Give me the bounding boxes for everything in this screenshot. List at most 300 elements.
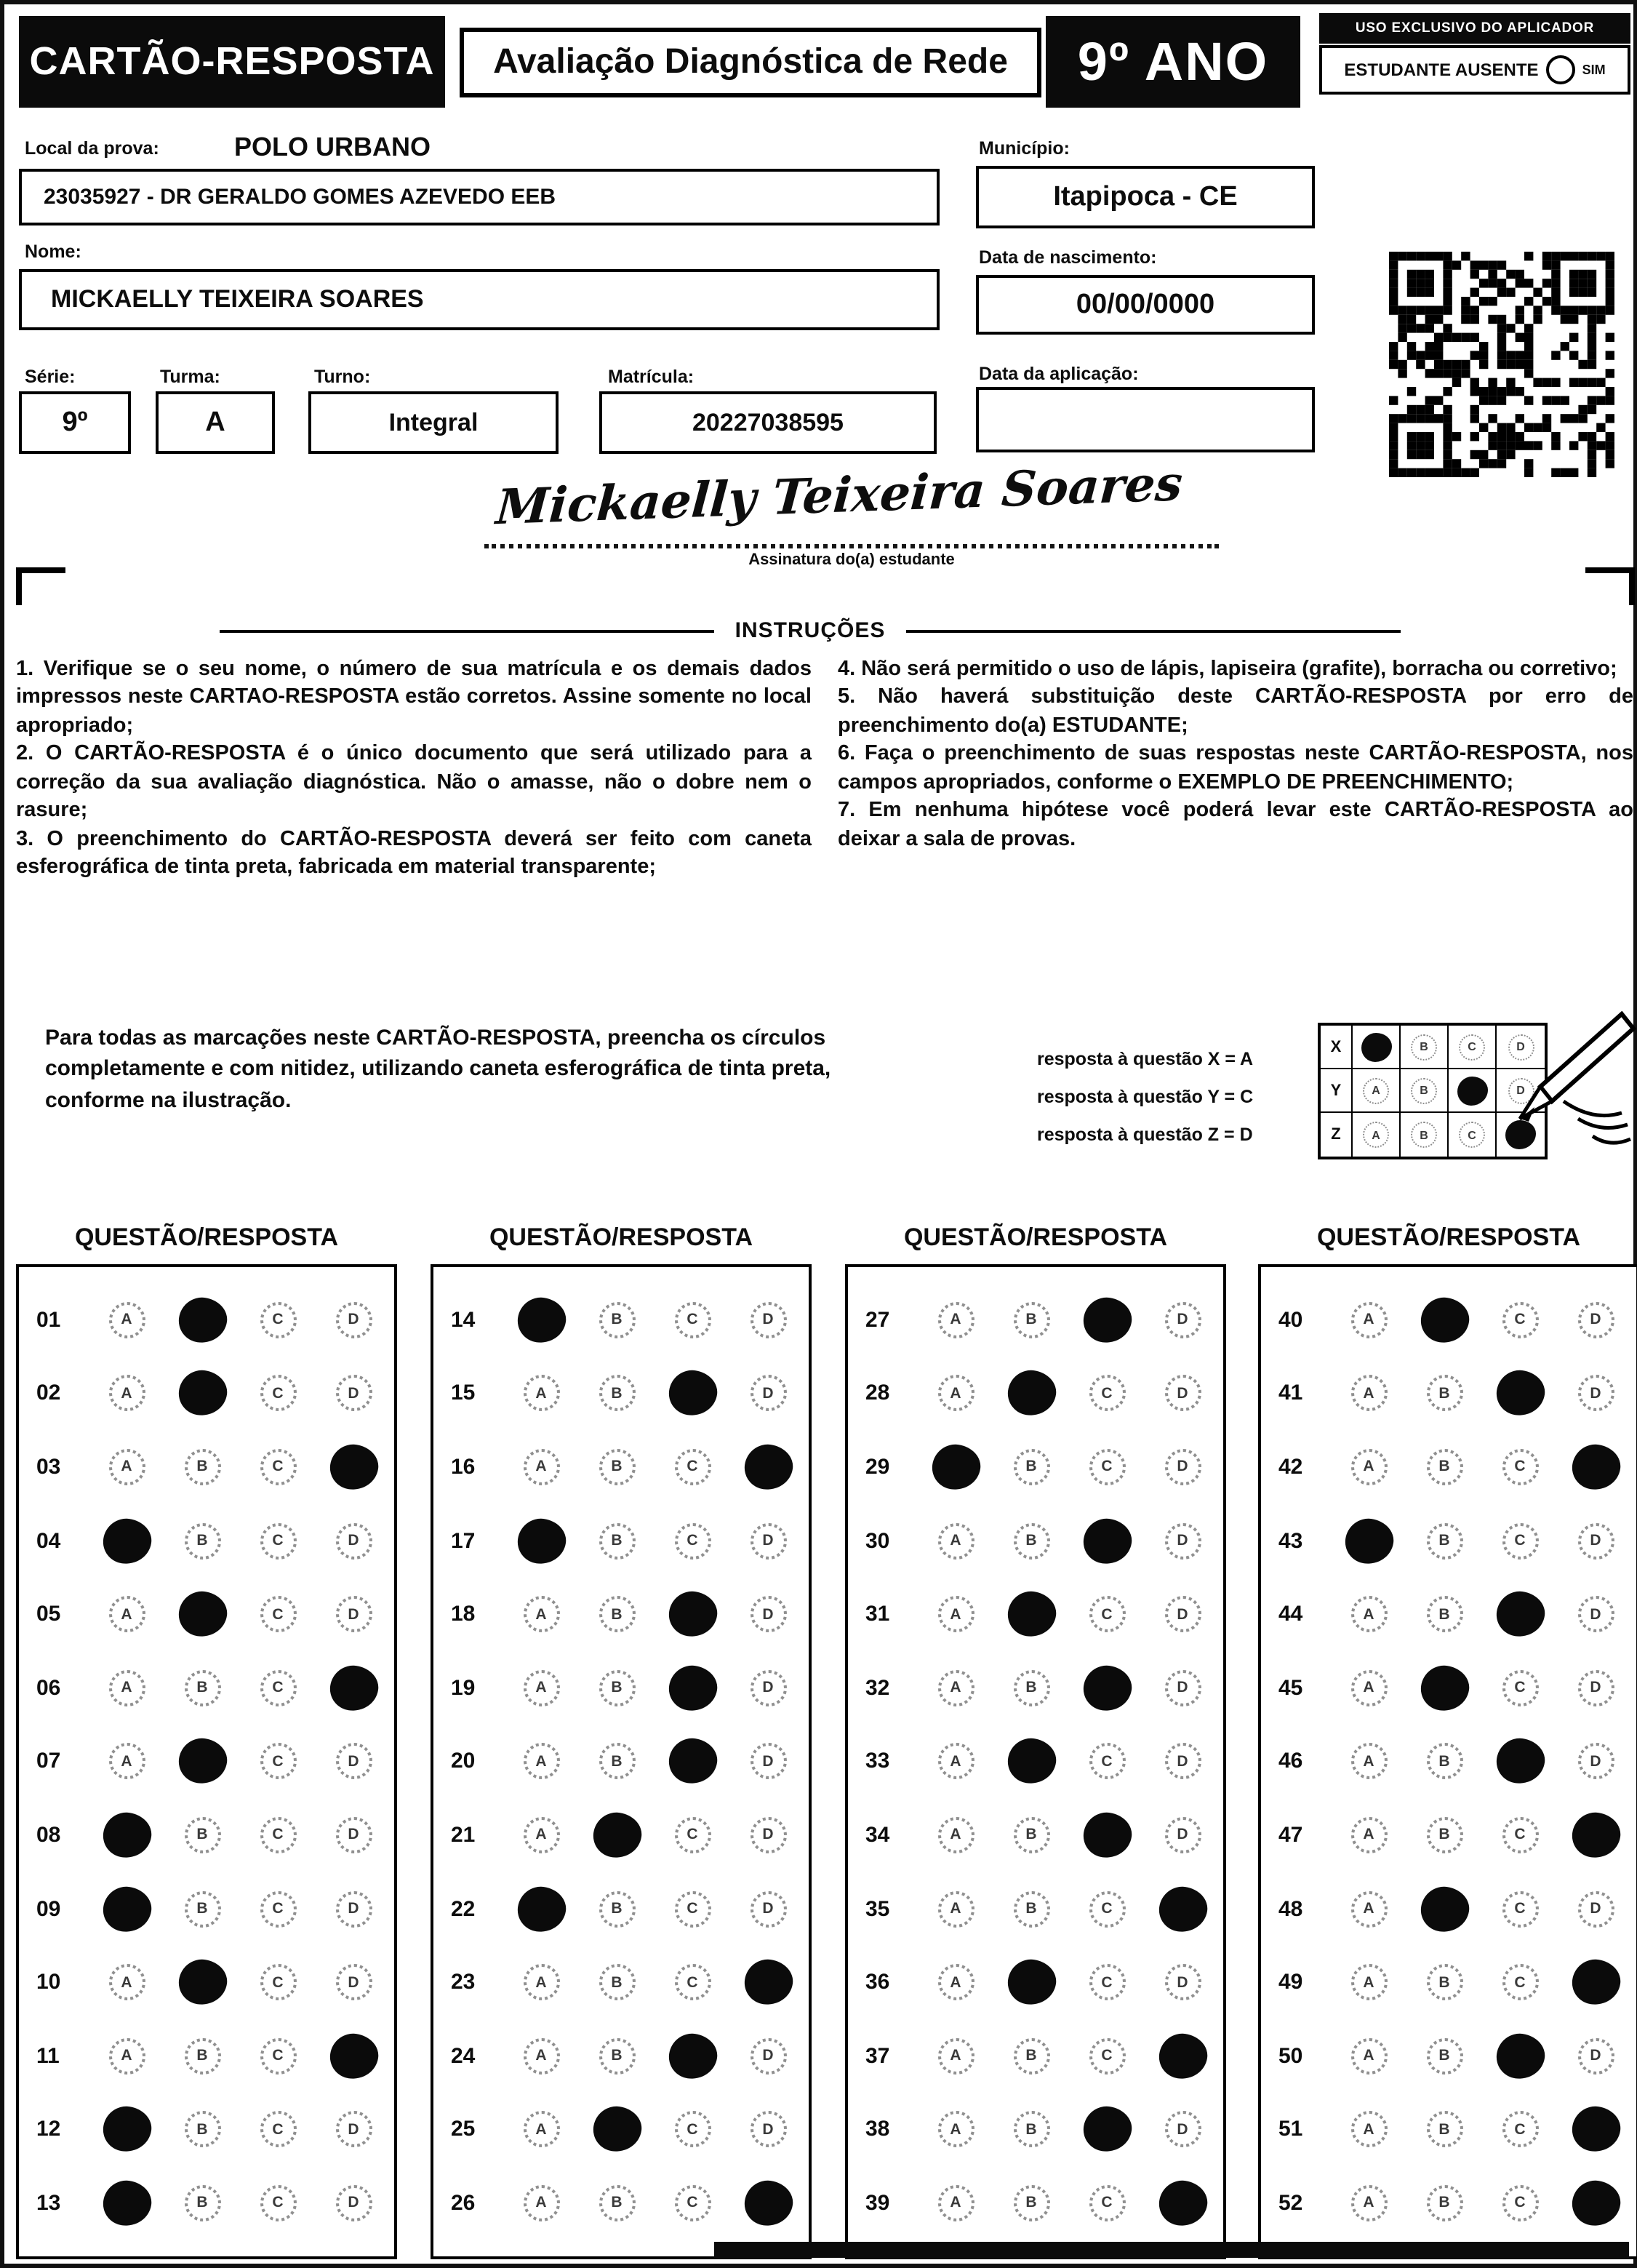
question-row [848,1872,1223,1946]
answer-bubble[interactable]: D [1577,2037,1614,2074]
example-cell [1401,1113,1449,1157]
answer-bubble-filled[interactable] [327,1442,380,1493]
question-number: 39 [865,2190,890,2216]
answer-cell [1558,2037,1633,2074]
answer-bubble[interactable]: A [937,1817,974,1853]
answer-cell [579,1375,655,1412]
answers-column-header: QUESTÃO/RESPOSTA [903,1223,1168,1251]
serie-label: Série: [25,367,76,387]
answer-bubble[interactable]: A [937,1596,974,1632]
answer-bubble[interactable]: D [335,1890,372,1927]
answer-bubble[interactable]: D [1577,1670,1614,1706]
answer-bubble[interactable]: A [108,2037,145,2074]
answer-bubble[interactable]: D [750,1890,786,1927]
answer-bubble[interactable]: A [523,1964,559,2000]
answer-cell [1069,1449,1145,1485]
answer-bubble[interactable]: B [1013,1449,1049,1485]
answer-bubble[interactable]: D [1577,1302,1614,1338]
answer-bubble-filled[interactable] [929,1442,982,1493]
answer-bubble[interactable]: D [335,1375,372,1412]
answer-bubble-filled[interactable] [100,1515,153,1567]
answer-bubble[interactable]: C [1089,1449,1125,1485]
question-row [848,2166,1223,2240]
answer-bubble[interactable]: C [260,1817,296,1853]
question-number: 20 [451,1749,476,1774]
answer-bubble[interactable]: C [1089,2037,1125,2074]
answer-bubble[interactable]: D [1164,2112,1201,2148]
answer-bubble[interactable]: A [937,1670,974,1706]
answer-cell [89,1813,164,1858]
question-number: 41 [1278,1381,1303,1406]
answer-bubble[interactable]: B [1426,2185,1462,2221]
answer-bubble[interactable]: B [599,1522,635,1559]
answer-bubble-filled[interactable] [741,2178,795,2229]
answer-bubble[interactable]: A [108,1596,145,1632]
answer-bubble[interactable]: B [1426,1449,1462,1485]
answer-bubble[interactable]: C [1502,1670,1538,1706]
answer-bubble-filled[interactable] [665,2030,719,2082]
answer-bubble[interactable]: D [335,1817,372,1853]
answer-bubble[interactable]: A [108,1964,145,2000]
answer-bubble[interactable]: B [599,1375,635,1412]
answer-bubble-filled[interactable] [1493,2030,1547,2082]
answer-bubble[interactable]: D [1164,1302,1201,1338]
question-number: 52 [1278,2190,1303,2216]
answer-bubble[interactable]: C [1502,1890,1538,1927]
answer-bubble[interactable]: A [523,2112,559,2148]
absent-bubble-icon[interactable] [1546,55,1575,84]
answer-bubble[interactable]: C [260,1302,296,1338]
answer-bubble-filled[interactable] [1493,1736,1547,1787]
answer-bubble[interactable]: C [260,1964,296,2000]
answer-bubble-filled[interactable] [665,1736,719,1787]
answer-bubble[interactable]: A [937,2185,974,2221]
answer-cell [164,1960,240,2005]
answer-bubble[interactable]: A [1350,1890,1387,1927]
answer-bubble-filled[interactable] [1156,2030,1209,2082]
answer-cell [164,2185,240,2221]
answer-cell [503,1670,579,1706]
answer-bubble-filled[interactable] [514,1515,568,1567]
answer-cell [1069,1596,1145,1632]
answer-bubble[interactable]: D [335,1964,372,2000]
answer-bubble[interactable]: B [1426,1964,1462,2000]
answer-bubble-filled[interactable] [514,1294,568,1346]
answer-bubble-filled[interactable] [1080,1294,1134,1346]
answer-bubble[interactable]: C [1089,1596,1125,1632]
aplicacao-field[interactable] [976,387,1315,452]
answer-bubble[interactable]: C [1502,1964,1538,2000]
answer-bubble[interactable]: A [523,1670,559,1706]
answer-bubble-filled[interactable] [100,1883,153,1935]
question-number: 09 [36,1896,61,1922]
example-legend-line: resposta à questão Y = C [1037,1087,1254,1107]
answer-bubble[interactable]: C [674,1302,711,1338]
answer-bubble[interactable]: A [1350,2037,1387,2074]
answer-bubble[interactable]: A [937,1890,974,1927]
question-number: 17 [451,1528,476,1554]
answer-bubble[interactable]: B [1013,2112,1049,2148]
answer-bubble[interactable]: B [599,1964,635,2000]
answer-bubble[interactable]: D [1164,1964,1201,2000]
answer-bubble[interactable]: A [937,1522,974,1559]
answer-bubble-filled[interactable] [1080,1810,1134,1861]
answer-cell [89,1744,164,1780]
answer-bubble[interactable]: D [1164,1670,1201,1706]
answer-bubble[interactable]: B [184,2112,220,2148]
example-bubble: D [1508,1077,1534,1103]
question-row [1261,1725,1636,1798]
answer-bubble[interactable]: D [335,1302,372,1338]
answer-cell [993,1522,1069,1559]
answer-bubble[interactable]: C [674,1522,711,1559]
answer-cell [1145,1670,1220,1706]
answer-bubble-filled[interactable] [1417,1662,1471,1714]
answer-bubble[interactable]: D [750,1375,786,1412]
question-number: 13 [36,2190,61,2216]
answer-bubble[interactable]: C [260,1449,296,1485]
answer-bubble[interactable]: A [937,1375,974,1412]
answer-bubble-filled[interactable] [1569,1810,1622,1861]
question-row [848,1725,1223,1798]
example-bubble: B [1411,1034,1437,1060]
answer-bubble[interactable]: C [674,1890,711,1927]
answer-bubble[interactable]: A [523,1449,559,1485]
answer-bubble[interactable]: C [674,2112,711,2148]
answer-bubble[interactable]: C [1089,2185,1125,2221]
answer-bubble[interactable]: D [335,1596,372,1632]
answer-bubble[interactable]: B [1426,2037,1462,2074]
question-number: 43 [1278,1528,1303,1554]
answer-cell [1482,1739,1558,1784]
answer-bubble-filled[interactable] [175,1736,229,1787]
answer-bubble[interactable]: B [599,1890,635,1927]
question-row [19,1651,394,1725]
answer-bubble[interactable]: B [599,2037,635,2074]
answer-cell [1331,2112,1406,2148]
answer-cell [1558,1302,1633,1338]
answer-cell [918,1302,993,1338]
answer-bubble[interactable]: D [1164,1375,1201,1412]
answer-bubble[interactable]: A [108,1302,145,1338]
answer-bubble[interactable]: B [184,1890,220,1927]
answer-bubble[interactable]: A [1350,1375,1387,1412]
answer-bubble-filled[interactable] [1004,1736,1058,1787]
answer-bubble[interactable]: A [1350,2185,1387,2221]
answer-bubble[interactable]: B [599,1449,635,1485]
question-row [848,1651,1223,1725]
answer-bubble-filled[interactable] [1156,1883,1209,1935]
answer-cell [503,1518,579,1563]
answer-bubble[interactable]: C [260,1522,296,1559]
answer-bubble[interactable]: C [260,1670,296,1706]
answer-bubble[interactable]: B [184,1449,220,1485]
answer-bubble-filled[interactable] [1569,1442,1622,1493]
answer-cell [730,1670,806,1706]
answer-cell [918,2037,993,2074]
answer-bubble[interactable]: A [1350,2112,1387,2148]
question-number: 42 [1278,1454,1303,1480]
answer-bubble-filled[interactable] [1569,1957,1622,2008]
answer-bubble[interactable]: A [1350,1449,1387,1485]
answer-bubble[interactable]: A [937,2037,974,2074]
answer-bubble-filled[interactable] [1417,1883,1471,1935]
answer-cell [1558,2181,1633,2226]
answer-bubble[interactable]: A [108,1375,145,1412]
answer-cell [1482,1670,1558,1706]
answer-bubble[interactable]: A [1350,1744,1387,1780]
question-row [848,1504,1223,1578]
answer-bubble[interactable]: D [750,1522,786,1559]
answer-bubble[interactable]: C [260,2037,296,2074]
answer-bubble-filled[interactable] [100,1810,153,1861]
answer-cell [579,1522,655,1559]
answer-cell [655,1666,730,1711]
answer-bubble[interactable]: C [1089,1890,1125,1927]
answer-bubble[interactable]: D [335,2112,372,2148]
answer-bubble-filled[interactable] [590,1810,644,1861]
answer-bubble[interactable]: B [599,1302,635,1338]
answer-bubble[interactable]: B [184,2185,220,2221]
answer-bubble[interactable]: B [184,2037,220,2074]
answer-bubble[interactable]: B [1013,2185,1049,2221]
answer-bubble[interactable]: B [1426,1596,1462,1632]
answer-bubble[interactable]: C [260,1596,296,1632]
answer-bubble[interactable]: B [599,1670,635,1706]
question-row [19,1283,394,1357]
answer-bubble[interactable]: A [1350,1302,1387,1338]
example-cell [1353,1069,1401,1113]
answer-bubble[interactable]: A [523,1375,559,1412]
example-row-label: X [1321,1026,1353,1069]
answer-bubble[interactable]: A [1350,1596,1387,1632]
answer-bubble[interactable]: B [1013,2037,1049,2074]
answer-cell [1331,1596,1406,1632]
turno-value: Integral [388,408,479,436]
answer-bubble-filled[interactable] [1569,2104,1622,2155]
answer-bubble[interactable]: B [1426,2112,1462,2148]
question-number: 29 [865,1454,890,1480]
instruction-item: 2. O CARTÃO-RESPOSTA é o único documento que será utilizado para a correção da sua avaliação diagnóstica. Não o amasse, não o dobre nem o rasure; [16,742,812,823]
answer-bubble[interactable]: D [335,2185,372,2221]
answer-cell [503,1449,579,1485]
answer-bubble[interactable]: D [750,1817,786,1853]
answer-bubble[interactable]: D [750,1302,786,1338]
answer-bubble[interactable]: C [260,1375,296,1412]
answer-cell [655,1302,730,1338]
answer-bubble[interactable]: B [1013,1522,1049,1559]
answer-bubble[interactable]: C [674,1964,711,2000]
answer-bubble-filled[interactable] [1004,1367,1058,1419]
answer-bubble[interactable]: B [184,1670,220,1706]
example-bubble: A [1363,1077,1389,1103]
answer-bubble-filled[interactable] [1493,1589,1547,1640]
signature-label: Assinatura do(a) estudante [748,551,955,569]
answer-cell [1406,1744,1482,1780]
answer-bubble[interactable]: C [260,2185,296,2221]
answer-bubble[interactable]: B [1013,1817,1049,1853]
answer-cell [1406,1666,1482,1711]
answer-bubble[interactable]: B [1426,1744,1462,1780]
answer-bubble[interactable]: C [1089,1744,1125,1780]
answer-bubble-filled[interactable] [1080,1662,1134,1714]
question-number: 49 [1278,1970,1303,1995]
answer-bubble[interactable]: D [1577,1522,1614,1559]
answer-bubble[interactable]: A [523,2185,559,2221]
answer-cell [655,1449,730,1485]
question-row [1261,1430,1636,1504]
answer-bubble[interactable]: D [750,1744,786,1780]
answer-bubble[interactable]: C [674,1817,711,1853]
answer-bubble[interactable]: B [184,1522,220,1559]
answer-cell [730,1596,806,1632]
answer-cell [89,1449,164,1485]
answer-bubble[interactable]: C [1502,1449,1538,1485]
answer-cell [918,1522,993,1559]
answer-bubble[interactable]: D [750,1670,786,1706]
answer-bubble-filled[interactable] [741,1957,795,2008]
answer-bubble[interactable]: D [335,1744,372,1780]
answer-bubble[interactable]: C [260,1744,296,1780]
answer-bubble[interactable]: D [335,1522,372,1559]
answer-bubble-filled[interactable] [175,1367,229,1419]
answer-bubble[interactable]: B [184,1817,220,1853]
answer-bubble[interactable]: C [1502,1522,1538,1559]
answer-bubble[interactable]: A [937,2112,974,2148]
answer-bubble[interactable]: D [1577,1596,1614,1632]
answer-bubble[interactable]: D [1164,1817,1201,1853]
answer-bubble-filled[interactable] [327,1662,380,1714]
answer-bubble[interactable]: A [1350,1964,1387,2000]
answer-cell [1069,2107,1145,2152]
answer-bubble[interactable]: B [599,1596,635,1632]
answer-bubble[interactable]: A [523,1596,559,1632]
answer-bubble[interactable]: B [1426,1375,1462,1412]
answer-cell [164,1739,240,1784]
answer-bubble[interactable]: B [1426,1522,1462,1559]
answer-cell [240,1890,316,1927]
answer-bubble[interactable]: A [523,1817,559,1853]
answer-bubble-filled[interactable] [175,1294,229,1346]
answer-cell [1331,1964,1406,2000]
answer-bubble[interactable]: A [523,1744,559,1780]
question-number: 24 [451,2043,476,2069]
answer-bubble-filled[interactable] [100,2178,153,2229]
answer-cell [89,1596,164,1632]
answer-bubble[interactable]: C [1502,2112,1538,2148]
answer-bubble[interactable]: B [599,1744,635,1780]
question-number: 34 [865,1822,890,1848]
answer-bubble-filled[interactable] [590,2104,644,2155]
question-row [19,1725,394,1798]
answer-bubble[interactable]: D [750,2112,786,2148]
answer-bubble[interactable]: D [1164,1744,1201,1780]
answer-cell [993,1890,1069,1927]
answer-bubble-filled[interactable] [1004,1589,1058,1640]
answer-bubble[interactable]: C [260,1890,296,1927]
answer-bubble-filled[interactable] [327,2030,380,2082]
answer-bubble[interactable]: A [108,1449,145,1485]
answer-bubble[interactable]: D [1577,1744,1614,1780]
answer-bubble-filled[interactable] [665,1589,719,1640]
answer-bubble[interactable]: A [108,1744,145,1780]
answer-bubble-filled[interactable] [1080,2104,1134,2155]
answer-bubble[interactable]: B [1013,1890,1049,1927]
answer-bubble-filled[interactable] [1080,1515,1134,1567]
answer-cell [316,1596,391,1632]
answer-bubble[interactable]: C [1502,1817,1538,1853]
answer-bubble[interactable]: D [1164,1596,1201,1632]
question-number: 45 [1278,1675,1303,1701]
answer-cell [1406,1886,1482,1931]
answer-bubble[interactable]: D [750,1596,786,1632]
answer-bubble[interactable]: D [1164,1522,1201,1559]
answer-bubble[interactable]: B [1426,1817,1462,1853]
answer-bubble[interactable]: B [599,2185,635,2221]
answer-bubble[interactable]: D [1577,1890,1614,1927]
question-row [848,1946,1223,2019]
answer-bubble[interactable]: A [1350,1817,1387,1853]
answer-bubble-filled[interactable] [1417,1294,1471,1346]
turno-field [308,391,559,454]
answer-bubble[interactable]: C [674,2185,711,2221]
question-number: 15 [451,1381,476,1406]
answer-bubble[interactable]: D [1577,1375,1614,1412]
student-absent-row [1319,45,1630,95]
turma-label: Turma: [160,367,220,387]
answer-bubble-filled[interactable] [1342,1515,1396,1567]
answer-bubble-filled[interactable] [1493,1367,1547,1419]
answer-bubble-filled[interactable] [1569,2178,1622,2229]
answer-bubble-filled[interactable] [741,1442,795,1493]
answer-bubble[interactable]: C [260,2112,296,2148]
answer-cell [1145,1449,1220,1485]
answer-bubble-filled[interactable] [1004,1957,1058,2008]
answer-cell [164,1371,240,1416]
answer-bubble-filled[interactable] [665,1367,719,1419]
answer-bubble[interactable]: A [937,1302,974,1338]
answer-bubble[interactable]: A [937,1744,974,1780]
answer-bubble[interactable]: C [1502,1302,1538,1338]
answer-bubble[interactable]: A [937,1964,974,2000]
answer-bubble-filled[interactable] [1156,2178,1209,2229]
answer-bubble[interactable]: C [1089,1964,1125,2000]
answer-bubble-filled[interactable] [175,1957,229,2008]
answer-bubble-filled[interactable] [514,1883,568,1935]
answer-bubble[interactable]: D [750,2037,786,2074]
answer-bubble[interactable]: B [1013,1670,1049,1706]
answer-cell [918,1596,993,1632]
question-number: 11 [36,2043,60,2069]
answer-bubble-filled[interactable] [665,1662,719,1714]
answer-bubble[interactable]: C [1502,2185,1538,2221]
answer-bubble[interactable]: C [1089,1375,1125,1412]
answer-bubble[interactable]: C [674,1449,711,1485]
answer-cell [503,2112,579,2148]
answer-cell [579,2107,655,2152]
example-cell [1353,1113,1401,1157]
answer-bubble[interactable]: A [1350,1670,1387,1706]
answer-bubble[interactable]: A [523,2037,559,2074]
answer-bubble[interactable]: D [1164,1449,1201,1485]
answer-bubble[interactable]: B [1013,1302,1049,1338]
answer-bubble-filled[interactable] [100,2104,153,2155]
answer-cell [89,1302,164,1338]
answer-bubble[interactable]: A [108,1670,145,1706]
question-row [433,1651,809,1725]
answer-cell [1482,1964,1558,2000]
answer-bubble-filled[interactable] [175,1589,229,1640]
